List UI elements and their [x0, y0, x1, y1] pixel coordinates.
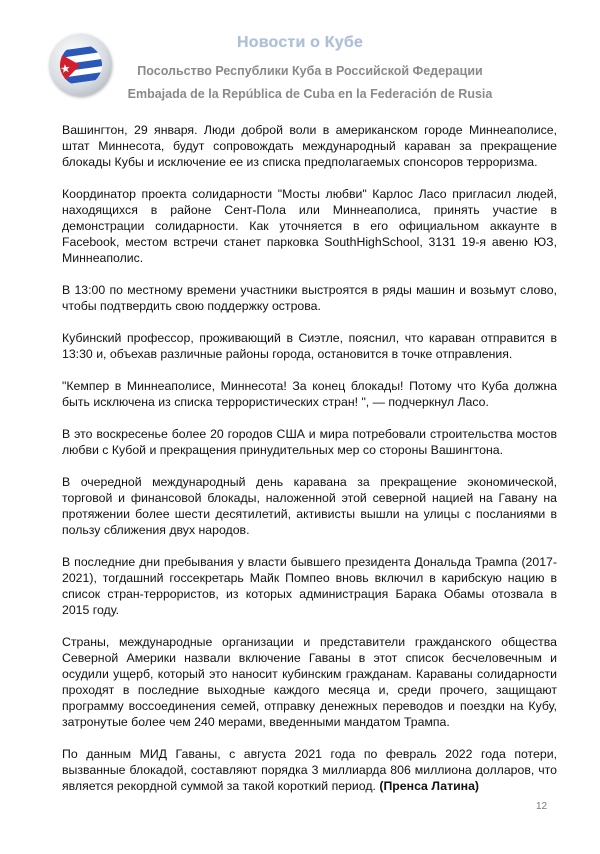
embassy-name-russian: Посольство Республики Куба в Российской Федерации — [137, 64, 483, 78]
article-body — [62, 122, 557, 794]
article-paragraph: В это воскресенье более 20 городов США и мира потребовали строительства мостов любви с Кубой и прекращения принудительных мер со стороны Вашингтона. — [62, 427, 557, 457]
article-final-paragraph — [62, 746, 557, 794]
article-paragraph: Координатор проекта солидарности "Мосты любви" Карлос Ласо пригласил людей, находящихся в районе Сент-Пола или Миннеаполиса, принять участие в демонстрации солидарности. Как уточняется в его официальном аккаунте в Facebook, местом встречи станет парковка SouthHighSchool, 3131 19-я авеню ЮЗ, Миннеаполис. — [62, 187, 557, 265]
article-paragraph: В последние дни пребывания у власти бывшего президента Дональда Трампа (2017-2021), тогдашний госсекретарь Майк Помпео вновь включил в карибскую нацию в список стран-террористов, из которых администрация Барака Обамы отозвала в 2015 году. — [62, 555, 557, 617]
news-source: (Пренса Латина) — [379, 779, 480, 793]
article-paragraph: В 13:00 по местному времени участники выстроятся в ряды машин и возьмут слово, чтобы подтвердить свою поддержку острова. — [62, 283, 557, 313]
article-paragraph: "Кемпер в Миннеаполисе, Миннесота! За конец блокады! Потому что Куба должна быть исключена из списка террористических стран! ", — подчеркнул Ласо. — [62, 379, 557, 409]
page-number: 12 — [536, 801, 548, 812]
article-paragraph: Страны, международные организации и представители гражданского общества Северной Америки назвали включение Гаваны в этот список бесчеловечным и осудили ущерб, который это наносит кубинским гражданам. Караваны солидарности проходят в последние выходные каждого месяца и, среди прочего, защищают программу воссоединения семей, отправку денежных переводов и поездки на Кубу, затронутые более чем 240 мерами, введенными мандатом Трампа. — [62, 635, 557, 729]
article-paragraph: Вашингтон, 29 января. Люди доброй воли в американском городе Миннеаполисе, штат Миннесота, будут сопровождать международный караван за прекращение блокады Кубы и исключение ее из списка предполагаемых спонсоров терроризма. — [62, 123, 557, 169]
final-paragraph-text: По данным МИД Гаваны, с августа 2021 года по февраль 2022 года потери, вызванные блокадой, составляют порядка 3 миллиарда 806 миллиона долларов, что является рекордной суммой за такой короткий период. — [62, 747, 557, 793]
article-paragraph: Кубинский профессор, проживающий в Сиэтле, пояснил, что караван отправится в 13:30 и, объехав различные районы города, остановится в точке отправления. — [62, 331, 557, 361]
article-paragraph: В очередной международный день каравана за прекращение экономической, торговой и финансовой блокады, наложенной этой северной нацией на Гавану на протяжении более шести десятилетий, активисты вышли на улицы с посланиями в пользу сближения двух народов. — [62, 475, 557, 537]
embassy-name-spanish: Embajada de la República de Cuba en la Federación de Rusia — [127, 87, 493, 101]
page-header — [0, 0, 600, 110]
page-title: Новости о Кубе — [237, 34, 363, 51]
